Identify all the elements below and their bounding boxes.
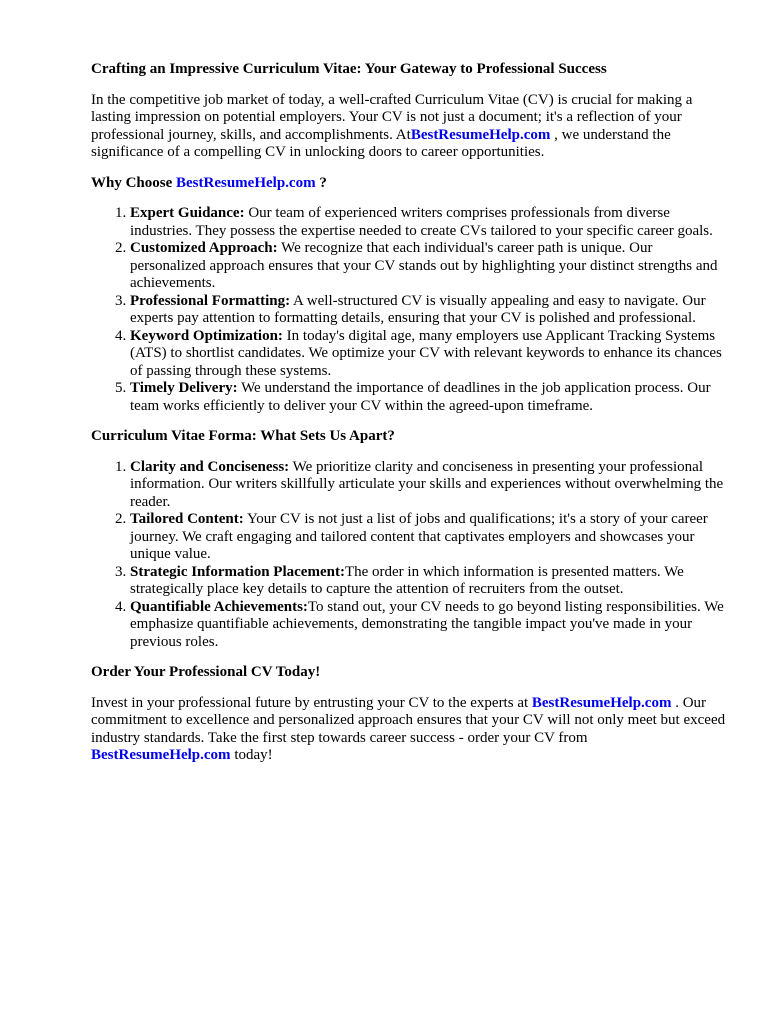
sets-us-apart-heading: Curriculum Vitae Forma: What Sets Us Apart? — [91, 428, 395, 444]
list-item — [130, 599, 728, 652]
list-item — [130, 459, 728, 512]
list-item-term: Customized Approach: — [130, 240, 278, 256]
list-item — [130, 564, 728, 599]
intro-text-after-link: , we understand the significance of a compelling CV in unlocking doors to career opportunities. — [91, 126, 671, 160]
list-item — [130, 240, 728, 293]
list-item-term: Quantifiable Achievements: — [130, 598, 308, 615]
order-heading: Order Your Professional CV Today! — [91, 664, 321, 680]
order-text-part2: . Our commitment to excellence and personalized approach ensures that your CV will not only meet but exceed industry standards. Take the first step towards career success - order your CV from — [91, 694, 726, 746]
intro-text-before-link: In the competitive job market of today, a well-crafted Curriculum Vitae (CV) is crucial for making a lasting impression on potential employers. Your CV is not just a document; it's a reflection of your professional journey, skills, and accomplishments. At — [91, 91, 693, 143]
list-item-text: We understand the importance of deadlines in the job application process. Our team works efficiently to deliver your CV within the agreed-upon timeframe. — [130, 380, 711, 414]
why-choose-heading — [91, 175, 728, 193]
list-item-text: We prioritize clarity and conciseness in presenting your professional information. Our writers skillfully articulate your skills and experiences without overwhelming the reader. — [130, 458, 724, 510]
list-item-text: Our team of experienced writers comprises professionals from diverse industries. They possess the expertise needed to create CVs tailored to your specific career goals. — [130, 205, 713, 239]
list-item-text: In today's digital age, many employers use Applicant Tracking Systems (ATS) to shortlist candidates. We optimize your CV with relevant keywords to enhance its chances of passing through these systems. — [130, 327, 722, 379]
why-choose-list — [91, 205, 728, 415]
list-item-text: To stand out, your CV needs to go beyond listing responsibilities. We emphasize quantifiable achievements, demonstrating the tangible impact you've made in your previous roles. — [130, 598, 724, 650]
why-heading-suffix: ? — [315, 174, 327, 191]
intro-site-link[interactable]: BestResumeHelp.com — [410, 126, 551, 143]
order-site-link-1[interactable]: BestResumeHelp.com — [531, 694, 672, 711]
intro-paragraph — [91, 92, 728, 162]
order-site-link-2[interactable]: BestResumeHelp.com — [91, 747, 231, 763]
document-title: Crafting an Impressive Curriculum Vitae: Your Gateway to Professional Success — [91, 61, 607, 77]
list-item-term: Timely Delivery: — [130, 380, 238, 396]
list-item-text: Your CV is not just a list of jobs and qualifications; it's a story of your career journey. We craft engaging and tailored content that captivates employers and showcases your unique value. — [130, 511, 708, 562]
list-item — [130, 328, 728, 381]
list-item-text: A well-structured CV is visually appealing and easy to navigate. Our experts pay attention to formatting details, ensuring that your CV is polished and professional. — [130, 292, 706, 326]
list-item-term: Keyword Optimization: — [130, 327, 283, 344]
list-item-text: The order in which information is presented matters. We strategically place key details to capture the attention of recruiters from the outset. — [130, 563, 684, 597]
order-text-part1: Invest in your professional future by entrusting your CV to the experts at — [91, 694, 532, 711]
list-item — [130, 293, 728, 328]
list-item-text: We recognize that each individual's career path is unique. Our personalized approach ensures that your CV stands out by highlighting your distinct strengths and achievements. — [130, 240, 718, 291]
list-item — [130, 205, 728, 240]
sets-us-apart-list — [91, 459, 728, 652]
order-text-part3: today! — [230, 747, 273, 763]
list-item-term: Expert Guidance: — [130, 205, 245, 221]
list-item-term: Clarity and Conciseness: — [130, 458, 290, 475]
order-paragraph — [91, 695, 728, 765]
why-heading-site-link[interactable]: BestResumeHelp.com — [176, 174, 316, 191]
list-item — [130, 380, 728, 415]
list-item-term: Professional Formatting: — [130, 292, 291, 309]
list-item-term: Strategic Information Placement: — [130, 563, 345, 580]
why-heading-text: Why Choose — [91, 174, 177, 191]
list-item — [130, 511, 728, 564]
list-item-term: Tailored Content: — [130, 511, 244, 527]
